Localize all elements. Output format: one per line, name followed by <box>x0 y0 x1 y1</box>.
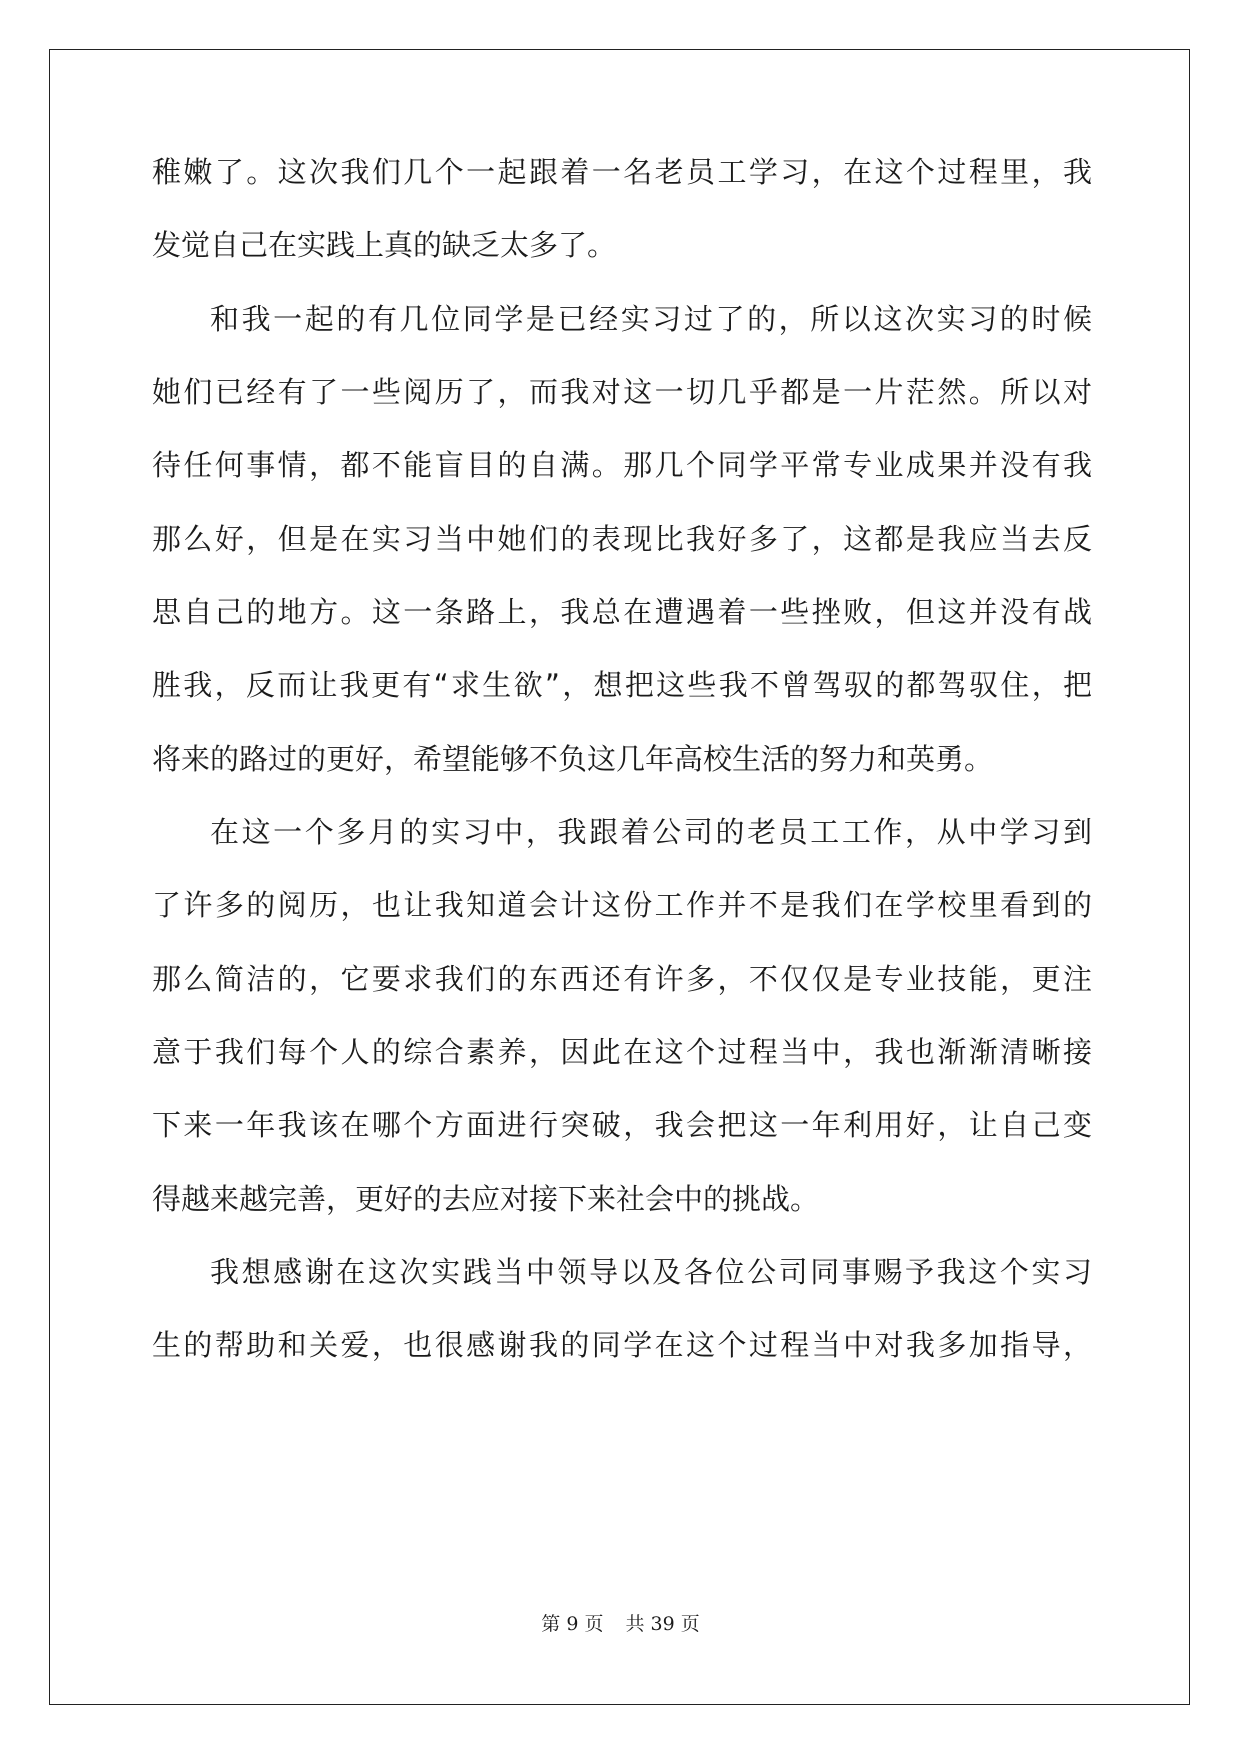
text-line: 和我一起的有几位同学是已经实习过了的，所以这次实习的时候 <box>210 302 1092 336</box>
text-line: 得越来越完善，更好的去应对接下来社会中的挑战。 <box>152 1182 820 1216</box>
text-line: 生的帮助和关爱，也很感谢我的同学在这个过程当中对我多加指导， <box>152 1328 1092 1362</box>
text-line: 那么简洁的，它要求我们的东西还有许多，不仅仅是专业技能，更注 <box>152 962 1092 996</box>
text-line: 思自己的地方。这一条路上，我总在遭遇着一些挫败，但这并没有战 <box>152 595 1092 629</box>
page-total: 共 39 页 <box>625 1613 700 1635</box>
text-line: 那么好，但是在实习当中她们的表现比我好多了，这都是我应当去反 <box>152 522 1092 556</box>
text-line: 在这一个多月的实习中，我跟着公司的老员工工作，从中学习到 <box>210 815 1092 849</box>
page-footer <box>0 1609 1241 1636</box>
text-line: 稚嫩了。这次我们几个一起跟着一名老员工学习，在这个过程里，我 <box>152 155 1092 189</box>
page-number: 第 9 页 <box>541 1613 604 1635</box>
text-line: 我想感谢在这次实践当中领导以及各位公司同事赐予我这个实习 <box>210 1255 1092 1289</box>
text-line: 发觉自己在实践上真的缺乏太多了。 <box>152 228 617 262</box>
text-line: 胜我，反而让我更有“求生欲”，想把这些我不曾驾驭的都驾驭住，把 <box>152 668 1092 702</box>
text-line: 将来的路过的更好，希望能够不负这几年高校生活的努力和英勇。 <box>152 742 994 776</box>
text-line: 意于我们每个人的综合素养，因此在这个过程当中，我也渐渐清晰接 <box>152 1035 1092 1069</box>
text-line: 了许多的阅历，也让我知道会计这份工作并不是我们在学校里看到的 <box>152 888 1092 922</box>
text-line: 待任何事情，都不能盲目的自满。那几个同学平常专业成果并没有我 <box>152 448 1092 482</box>
text-line: 她们已经有了一些阅历了，而我对这一切几乎都是一片茫然。所以对 <box>152 375 1092 409</box>
text-line: 下来一年我该在哪个方面进行突破，我会把这一年利用好，让自己变 <box>152 1108 1092 1142</box>
page-border <box>49 49 1190 1705</box>
